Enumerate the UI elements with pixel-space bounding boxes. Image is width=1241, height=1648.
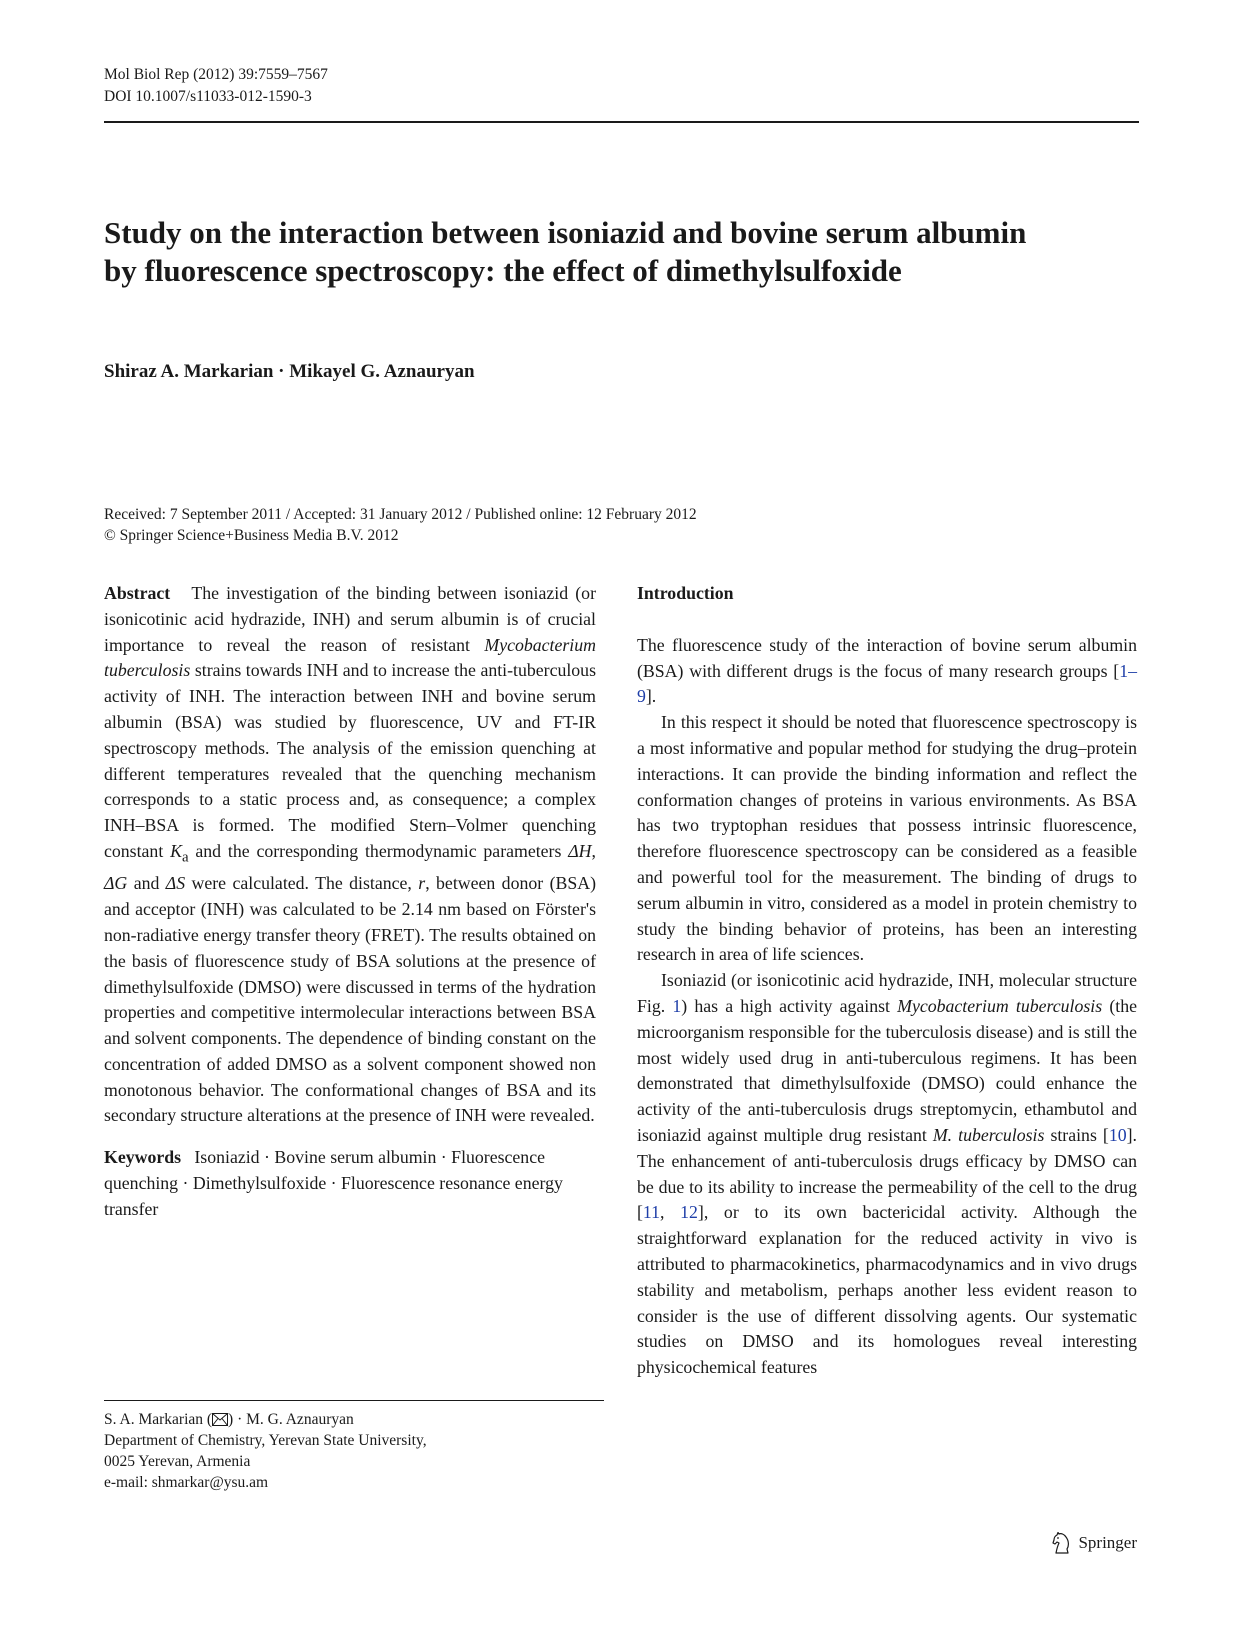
city: 0025 Yerevan, Armenia <box>104 1453 251 1470</box>
springer-knight-icon <box>1052 1532 1072 1554</box>
intro-paragraph-3: Isoniazid (or isonicotinic acid hydrazide, INH, molecular structure Fig. 1) has a high activity against Mycobacterium tuberculosis (the microorganism responsible for the tuberculosis disease) and is still the most widely used drug in anti-tuberculous regimens. It has been demonstrated that dimethylsulfoxide (DMSO) could enhance the activity of the anti-tuberculosis drugs streptomycin, ethambutol and isoniazid against multiple drug resistant M. tuberculosis strains [10]. The enhancement of anti-tuberculosis drugs efficacy by DMSO can be due to its ability to increase the permeability of the cell to the drug [11, 12], or to its own bactericidal activity. Although the straightforward explanation for the reduced activity in vivo is attributed to pharmacokinetics, pharmacodynamics and in vivo drugs stability and metabolism, perhaps another less evident reason to consider is the use of different dissolving agents. Our systematic studies on DMSO and its homologues reveal interesting physicochemical features <box>637 970 1138 1378</box>
authors: Shiraz A. Markarian · Mikayel G. Aznauryan <box>104 361 475 382</box>
publisher-logo <box>1052 1532 1137 1554</box>
section-heading-introduction: Introduction <box>637 583 734 603</box>
affiliation <box>104 1409 427 1493</box>
citation-link[interactable]: 10 <box>1108 1124 1127 1145</box>
abstract-label: Abstract <box>104 583 171 603</box>
keywords-label: Keywords <box>104 1147 182 1168</box>
author-contact: S. A. Markarian ( ) · M. G. Aznauryan <box>104 1411 354 1428</box>
paper-title: Study on the interaction between isoniazid and bovine serum albumin by fluorescence spectroscopy: the effect of dimethylsulfoxide <box>104 215 1027 288</box>
figure-link[interactable]: 1 <box>672 995 682 1016</box>
publisher-name: Springer <box>1078 1533 1137 1552</box>
footnote-rule <box>104 1400 604 1401</box>
citation-link[interactable]: 12 <box>680 1202 698 1223</box>
right-column <box>637 581 1137 1381</box>
doi: DOI 10.1007/s11033-012-1590-3 <box>104 88 312 105</box>
department: Department of Chemistry, Yerevan State University, <box>104 1432 427 1449</box>
intro-paragraph-2: In this respect it should be noted that fluorescence spectroscopy is a most informative and popular method for studying the drug–protein interactions. It can provide the binding information and reflect the conformation changes of proteins in various environments. As BSA has two tryptophan residues that possess intrinsic fluorescence, therefore fluorescence spectroscopy can be considered as a feasible and powerful tool for the measurement. The binding of drugs to serum albumin in vitro, considered as a model in protein chemistry to study the binding behavior of proteins, has been an interesting research in area of life sciences. <box>637 712 1137 965</box>
citation-link[interactable]: 11 <box>642 1202 661 1223</box>
history-line: Received: 7 September 2011 / Accepted: 31 January 2012 / Published online: 12 February 2012 <box>104 506 697 523</box>
keywords-text: Isoniazid · Bovine serum albumin · Fluorescence quenching · Dimethylsulfoxide · Fluorescence resonance energy transfer <box>104 1147 563 1219</box>
email: e-mail: shmarkar@ysu.am <box>104 1474 269 1491</box>
left-column <box>104 581 596 1223</box>
envelope-icon <box>212 1413 228 1426</box>
abstract: Abstract The investigation of the binding between isoniazid (or isonicotinic acid hydrazide, INH) and serum albumin is of crucial importance to reveal the reason of resistant Mycobacterium tuberculosis strains towards INH and to increase the anti-tuberculous activity of INH. The interaction between INH and bovine serum albumin (BSA) was studied by fluorescence, UV and FT-IR spectroscopy methods. The analysis of the emission quenching at different temperatures revealed that the quenching mechanism corresponds to a static process and, as consequence; a complex INH–BSA is formed. The modified Stern–Volmer quenching constant $K_a$ and the corresponding thermodynamic parameters ΔH, ΔG and ΔS were calculated. The distance, r, between donor (BSA) and acceptor (INH) was calculated to be 2.14 nm based on Förster's non-radiative energy transfer theory (FRET). The results obtained on the basis of fluorescence study of BSA solutions at the presence of dimethylsulfoxide (DMSO) were discussed in terms of the hydration properties and competitive intermolecular interactions between BSA and solvent components. The dependence of binding constant on the concentration of added DMSO as a solvent component showed non monotonous behavior. The conformational changes of BSA and its secondary structure alterations at the presence of INH were revealed. <box>104 583 597 1126</box>
keywords <box>104 1145 596 1222</box>
citation-link[interactable]: 1–9 <box>637 660 1137 707</box>
intro-paragraph-1: The fluorescence study of the interaction of bovine serum albumin (BSA) with different drugs is the focus of many research groups [1–9]. <box>637 634 1137 707</box>
copyright-line: © Springer Science+Business Media B.V. 2012 <box>104 527 399 544</box>
publication-dates <box>104 504 697 546</box>
journal-citation: Mol Biol Rep (2012) 39:7559–7567 <box>104 66 328 83</box>
header-rule <box>104 121 1139 123</box>
journal-header <box>104 64 328 108</box>
